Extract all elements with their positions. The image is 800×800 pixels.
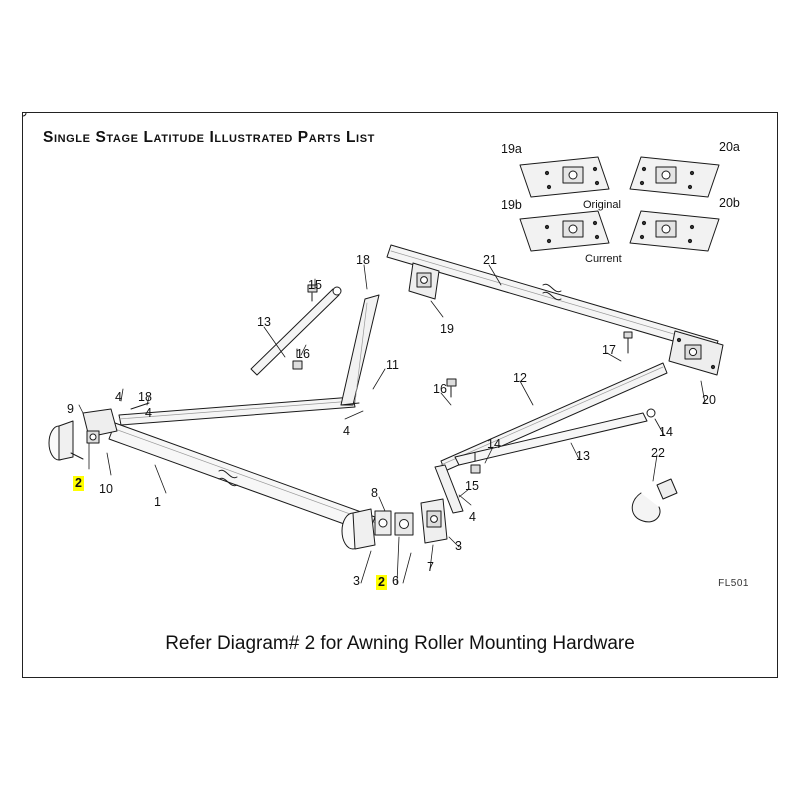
callout-10: 10 (99, 482, 113, 496)
awning-assembly-drawing (23, 113, 779, 679)
inset-bracket-20a (630, 157, 719, 197)
roller-tube-1 (109, 423, 375, 533)
callout-13a: 13 (257, 315, 271, 329)
callout-20b: 20b (719, 196, 740, 210)
callout-4d: 4 (469, 510, 476, 524)
callout-12: 12 (513, 371, 527, 385)
callout-3b: 3 (455, 539, 462, 553)
drawing-id: FL501 (718, 578, 749, 589)
callout-19a: 19a (501, 142, 522, 156)
bracket-20 (669, 331, 723, 375)
callout-20: 20 (702, 393, 716, 407)
callout-2b: 2 (378, 575, 385, 589)
callout-16a: 16 (296, 347, 310, 361)
rail-21 (387, 245, 718, 353)
callout-9: 9 (67, 402, 74, 416)
left-arm-assembly (23, 113, 379, 425)
inset-bracket-20b (630, 211, 719, 251)
callout-8: 8 (371, 486, 378, 500)
callout-18a: 18 (138, 390, 152, 404)
callout-4c: 4 (343, 424, 350, 438)
footer-note: Refer Diagram# 2 for Awning Roller Mounting Hardware (165, 633, 635, 654)
parts-list-sheet (22, 112, 778, 678)
callout-19: 19 (440, 322, 454, 336)
callout-18b: 18 (356, 253, 370, 267)
hook-22 (632, 479, 677, 522)
callout-20a: 20a (719, 140, 740, 154)
inset-bracket-19a (520, 157, 609, 197)
callout-14a: 14 (487, 437, 501, 451)
page-title: Single Stage Latitude Illustrated Parts List (43, 129, 375, 146)
inset-caption-current: Current (585, 253, 622, 265)
callout-14b: 14 (659, 425, 673, 439)
callout-13b: 13 (576, 449, 590, 463)
callout-4b: 4 (145, 406, 152, 420)
callout-19b: 19b (501, 198, 522, 212)
callout-15b: 15 (465, 479, 479, 493)
callout-11: 11 (386, 358, 399, 372)
callout-21: 21 (483, 253, 497, 267)
callout-6: 6 (392, 574, 399, 588)
inset-caption-original: Original (583, 199, 621, 211)
callout-16b: 16 (433, 382, 447, 396)
callout-22: 22 (651, 446, 665, 460)
fastener-17 (624, 332, 632, 353)
callout-4a: 4 (115, 390, 122, 404)
callout-2a: 2 (75, 476, 82, 490)
center-hub-assembly (342, 499, 447, 549)
callout-1: 1 (154, 495, 161, 509)
left-end-assembly (49, 409, 117, 460)
inset-bracket-19b (520, 211, 609, 251)
callout-3a: 3 (353, 574, 360, 588)
callout-15a: 15 (308, 278, 322, 292)
callout-17: 17 (602, 343, 616, 357)
callout-7: 7 (427, 560, 434, 574)
